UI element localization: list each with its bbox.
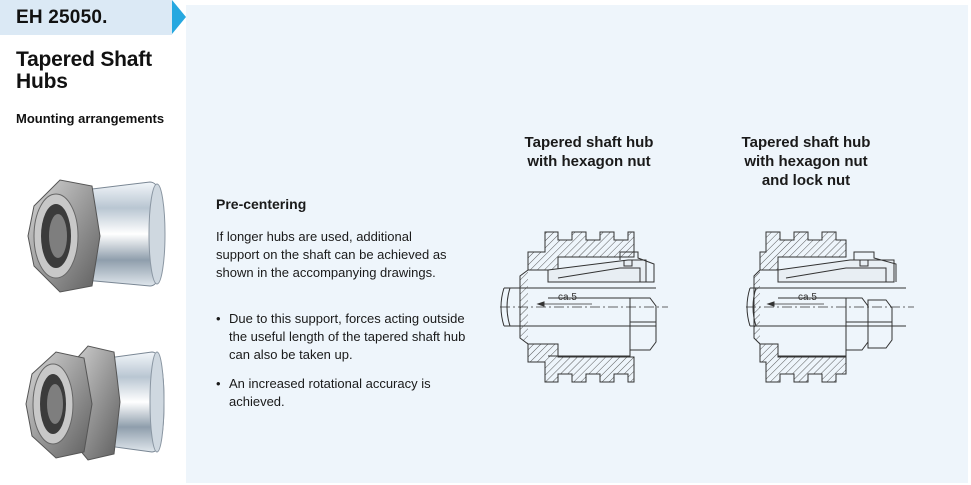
tapered-hub-hexagon-nut-photo [22,176,172,298]
dimension-label: ca.5 [798,292,817,303]
caption-line: Tapered shaft hub [741,134,871,151]
section-heading: Pre-centering [216,196,307,212]
product-code-tab [0,0,172,35]
caption-line: with hexagon nut [744,153,868,170]
feature-list [216,310,478,422]
caption-line: Tapered shaft hub [524,134,654,151]
caption-line: and lock nut [761,172,851,189]
hub-hexagon-nut-drawing [500,222,670,392]
product-code: EH 25050. [16,7,108,28]
product-title: Tapered Shaft Hubs [16,48,152,93]
list-item: • An increased rotational accuracy is achieved. [216,375,478,411]
caption-line: with hexagon nut [527,153,651,170]
section-subtitle: Mounting arrangements [16,111,165,126]
tab-arrow-icon [172,0,186,34]
hub-lock-nut-drawing [746,222,916,392]
drawing-caption [499,133,679,171]
list-item: • Due to this support, forces acting outside the useful length of the tapered shaft hub can also be taken up. [216,310,478,364]
dimension-label: ca.5 [558,292,577,303]
drawing-caption [716,133,896,190]
intro-paragraph: If longer hubs are used, additional support on the shaft can be achieved as shown in the accompanying drawings. [216,229,447,280]
sidebar [0,0,185,485]
tapered-hub-lock-nut-photo [22,340,172,465]
